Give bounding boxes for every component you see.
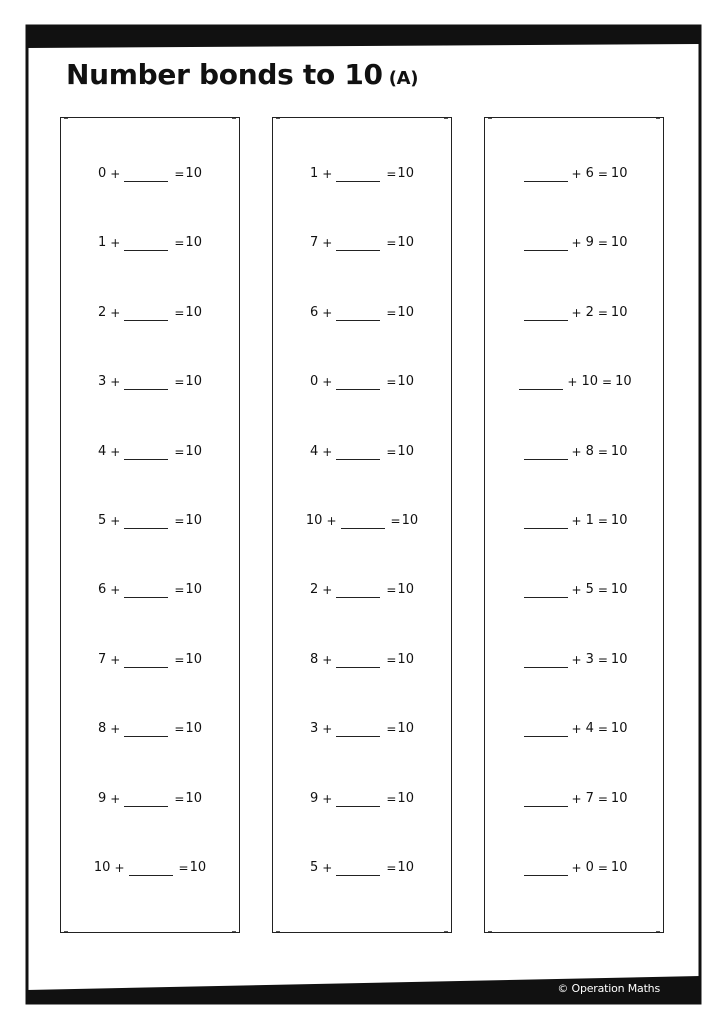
answer-blank[interactable]	[336, 445, 380, 460]
answer-blank[interactable]	[124, 653, 168, 668]
answer-blank[interactable]	[336, 583, 380, 598]
equation-row	[273, 721, 451, 737]
sum-value: 10	[185, 235, 202, 251]
equation-row	[273, 791, 451, 807]
answer-blank[interactable]	[336, 792, 380, 807]
equation-row	[61, 721, 239, 737]
second-addend: 4	[585, 721, 594, 737]
plus-sign: +	[110, 583, 121, 598]
answer-blank[interactable]	[519, 375, 563, 390]
equals-sign: =	[174, 236, 185, 251]
first-addend: 8	[98, 721, 107, 737]
sum-value: 10	[397, 443, 414, 459]
top-border-bar	[27, 26, 700, 48]
sum-value: 10	[397, 582, 414, 598]
plus-sign: +	[322, 375, 333, 390]
plus-sign: +	[571, 583, 582, 598]
corner-tick	[488, 931, 492, 932]
equals-sign: =	[597, 236, 608, 251]
corner-tick	[444, 118, 448, 119]
corner-tick	[488, 118, 492, 119]
sum-value: 10	[610, 166, 628, 181]
first-addend: 5	[98, 513, 107, 528]
sum-value: 10	[397, 860, 414, 875]
answer-blank[interactable]	[524, 236, 568, 251]
first-addend: 6	[98, 582, 107, 598]
answer-blank[interactable]	[524, 722, 568, 737]
answer-blank[interactable]	[124, 306, 168, 321]
plus-sign: +	[322, 236, 333, 251]
answer-blank[interactable]	[524, 167, 568, 182]
corner-tick	[64, 931, 68, 932]
sum-value: 10	[185, 374, 202, 390]
answer-blank[interactable]	[124, 722, 168, 737]
plus-sign: +	[571, 305, 582, 320]
equals-sign: =	[597, 861, 608, 875]
equation-row	[273, 235, 451, 251]
answer-blank[interactable]	[336, 861, 380, 876]
sum-value: 10	[610, 582, 628, 598]
equation-row	[273, 374, 451, 390]
first-addend: 4	[98, 443, 107, 459]
sum-value: 10	[397, 651, 414, 667]
plus-sign: +	[322, 305, 333, 320]
equation-row	[485, 652, 663, 668]
first-addend: 3	[310, 721, 319, 737]
plus-sign: +	[322, 167, 333, 181]
first-addend: 1	[98, 235, 107, 251]
plus-sign: +	[110, 236, 121, 251]
equals-sign: =	[174, 722, 185, 737]
second-addend: 7	[585, 790, 594, 806]
sum-value: 10	[397, 235, 414, 251]
plus-sign: +	[322, 791, 333, 806]
plus-sign: +	[571, 722, 582, 737]
answer-blank[interactable]	[341, 514, 385, 529]
equals-sign: =	[386, 861, 397, 875]
sum-value: 10	[397, 374, 414, 390]
equation-row	[61, 513, 239, 529]
equals-sign: =	[386, 167, 397, 181]
first-addend: 6	[310, 304, 319, 320]
answer-blank[interactable]	[524, 861, 568, 876]
sum-value: 10	[185, 651, 202, 667]
equals-sign: =	[386, 444, 397, 459]
second-addend: 0	[585, 860, 594, 875]
sum-value: 10	[610, 304, 628, 320]
second-addend: 5	[585, 582, 594, 598]
corner-tick	[232, 931, 236, 932]
plus-sign: +	[571, 167, 582, 181]
first-addend: 3	[98, 374, 107, 390]
answer-blank[interactable]	[336, 167, 380, 182]
equation-row	[61, 305, 239, 321]
equals-sign: =	[597, 722, 608, 737]
plus-sign: +	[114, 861, 125, 875]
plus-sign: +	[571, 514, 582, 528]
equation-row	[61, 582, 239, 598]
corner-tick	[656, 118, 660, 119]
equation-row	[61, 860, 239, 876]
equals-sign: =	[386, 722, 397, 737]
equation-row	[273, 652, 451, 668]
first-addend: 7	[98, 651, 107, 667]
sum-value: 10	[189, 860, 207, 875]
equals-sign: =	[597, 167, 608, 181]
equation-row	[485, 721, 663, 737]
equation-row	[485, 166, 663, 182]
equation-row	[61, 652, 239, 668]
plus-sign: +	[322, 652, 333, 667]
sum-value: 10	[610, 513, 628, 528]
corner-tick	[276, 118, 280, 119]
second-addend: 8	[585, 443, 594, 459]
copyright-footer: © Operation Maths	[557, 982, 660, 995]
question-column-3	[484, 117, 664, 933]
answer-blank[interactable]	[124, 375, 168, 390]
answer-blank[interactable]	[524, 583, 568, 598]
second-addend: 10	[581, 374, 598, 390]
equation-row	[485, 374, 663, 390]
sum-value: 10	[610, 443, 628, 459]
first-addend: 0	[310, 374, 319, 390]
equals-sign: =	[597, 514, 608, 528]
plus-sign: +	[110, 167, 121, 181]
equation-row	[485, 513, 663, 529]
answer-blank[interactable]	[336, 653, 380, 668]
answer-blank[interactable]	[336, 722, 380, 737]
first-addend: 7	[310, 235, 319, 251]
sum-value: 10	[610, 651, 628, 667]
answer-blank[interactable]	[124, 167, 168, 182]
sum-value: 10	[397, 790, 414, 806]
equals-sign: =	[597, 583, 608, 598]
second-addend: 3	[585, 651, 594, 667]
equation-row	[61, 791, 239, 807]
equals-sign: =	[174, 791, 185, 806]
equals-sign: =	[174, 375, 185, 390]
equals-sign: =	[597, 652, 608, 667]
equation-row	[273, 860, 451, 876]
title-text: Number bonds to 10	[66, 58, 383, 91]
equation-row	[273, 444, 451, 460]
first-addend: 9	[310, 790, 319, 806]
equation-row	[61, 235, 239, 251]
plus-sign: +	[571, 236, 582, 251]
first-addend: 4	[310, 443, 319, 459]
sum-value: 10	[397, 721, 414, 737]
page-title	[66, 58, 418, 91]
sum-value: 10	[185, 582, 202, 598]
corner-tick	[64, 118, 68, 119]
equals-sign: =	[386, 791, 397, 806]
equals-sign: =	[390, 514, 401, 528]
plus-sign: +	[571, 652, 582, 667]
equals-sign: =	[178, 861, 189, 875]
equals-sign: =	[386, 652, 397, 667]
sum-value: 10	[185, 304, 202, 320]
first-addend: 10	[93, 860, 111, 875]
equation-row	[273, 513, 451, 529]
sum-value: 10	[610, 860, 628, 875]
sum-value: 10	[610, 235, 628, 251]
plus-sign: +	[110, 652, 121, 667]
answer-blank[interactable]	[336, 236, 380, 251]
sum-value: 10	[610, 721, 628, 737]
equals-sign: =	[386, 236, 397, 251]
corner-tick	[444, 931, 448, 932]
sum-value: 10	[185, 443, 202, 459]
equation-row	[485, 444, 663, 460]
corner-tick	[656, 931, 660, 932]
plus-sign: +	[110, 375, 121, 390]
sum-value: 10	[185, 721, 202, 737]
sum-value: 10	[185, 166, 202, 181]
answer-blank[interactable]	[336, 375, 380, 390]
first-addend: 0	[98, 166, 107, 181]
plus-sign: +	[110, 444, 121, 459]
answer-blank[interactable]	[524, 792, 568, 807]
sum-value: 10	[185, 790, 202, 806]
sum-value: 10	[615, 374, 632, 390]
answer-blank[interactable]	[524, 306, 568, 321]
equals-sign: =	[597, 444, 608, 459]
equation-row	[485, 235, 663, 251]
equation-row	[61, 166, 239, 182]
equation-row	[273, 582, 451, 598]
equation-row	[485, 860, 663, 876]
sum-value: 10	[185, 513, 202, 528]
answer-blank[interactable]	[124, 236, 168, 251]
plus-sign: +	[567, 375, 578, 390]
sum-value: 10	[401, 513, 419, 528]
equation-row	[485, 305, 663, 321]
plus-sign: +	[326, 514, 337, 528]
equals-sign: =	[174, 583, 185, 598]
first-addend: 8	[310, 651, 319, 667]
equals-sign: =	[597, 791, 608, 806]
answer-blank[interactable]	[524, 514, 568, 529]
equation-row	[273, 166, 451, 182]
plus-sign: +	[571, 861, 582, 875]
sum-value: 10	[610, 790, 628, 806]
corner-tick	[276, 931, 280, 932]
equals-sign: =	[174, 444, 185, 459]
equals-sign: =	[174, 305, 185, 320]
answer-blank[interactable]	[524, 653, 568, 668]
plus-sign: +	[322, 583, 333, 598]
plus-sign: +	[322, 444, 333, 459]
corner-tick	[232, 118, 236, 119]
equals-sign: =	[597, 305, 608, 320]
plus-sign: +	[110, 791, 121, 806]
equals-sign: =	[174, 167, 185, 181]
equals-sign: =	[386, 375, 397, 390]
equation-row	[485, 791, 663, 807]
answer-blank[interactable]	[124, 445, 168, 460]
answer-blank[interactable]	[124, 514, 168, 529]
first-addend: 2	[310, 582, 319, 598]
second-addend: 6	[585, 166, 594, 181]
equation-row	[485, 582, 663, 598]
plus-sign: +	[110, 514, 121, 528]
sum-value: 10	[397, 304, 414, 320]
question-column-2	[272, 117, 452, 933]
second-addend: 9	[585, 235, 594, 251]
answer-blank[interactable]	[129, 861, 173, 876]
equals-sign: =	[602, 375, 613, 390]
plus-sign: +	[571, 791, 582, 806]
answer-blank[interactable]	[124, 792, 168, 807]
equals-sign: =	[174, 514, 185, 528]
plus-sign: +	[571, 444, 582, 459]
equals-sign: =	[174, 652, 185, 667]
equals-sign: =	[386, 583, 397, 598]
second-addend: 2	[585, 304, 594, 320]
equals-sign: =	[386, 305, 397, 320]
plus-sign: +	[110, 305, 121, 320]
first-addend: 9	[98, 790, 107, 806]
equation-row	[61, 444, 239, 460]
answer-blank[interactable]	[336, 306, 380, 321]
plus-sign: +	[110, 722, 121, 737]
answer-blank[interactable]	[524, 445, 568, 460]
first-addend: 5	[310, 860, 319, 875]
first-addend: 2	[98, 304, 107, 320]
question-column-1	[60, 117, 240, 933]
first-addend: 10	[305, 513, 323, 528]
second-addend: 1	[585, 513, 594, 528]
sum-value: 10	[397, 166, 414, 181]
plus-sign: +	[322, 722, 333, 737]
answer-blank[interactable]	[124, 583, 168, 598]
first-addend: 1	[310, 166, 319, 181]
equation-row	[61, 374, 239, 390]
plus-sign: +	[322, 861, 333, 875]
equation-row	[273, 305, 451, 321]
worksheet-variant: (A)	[388, 68, 419, 89]
